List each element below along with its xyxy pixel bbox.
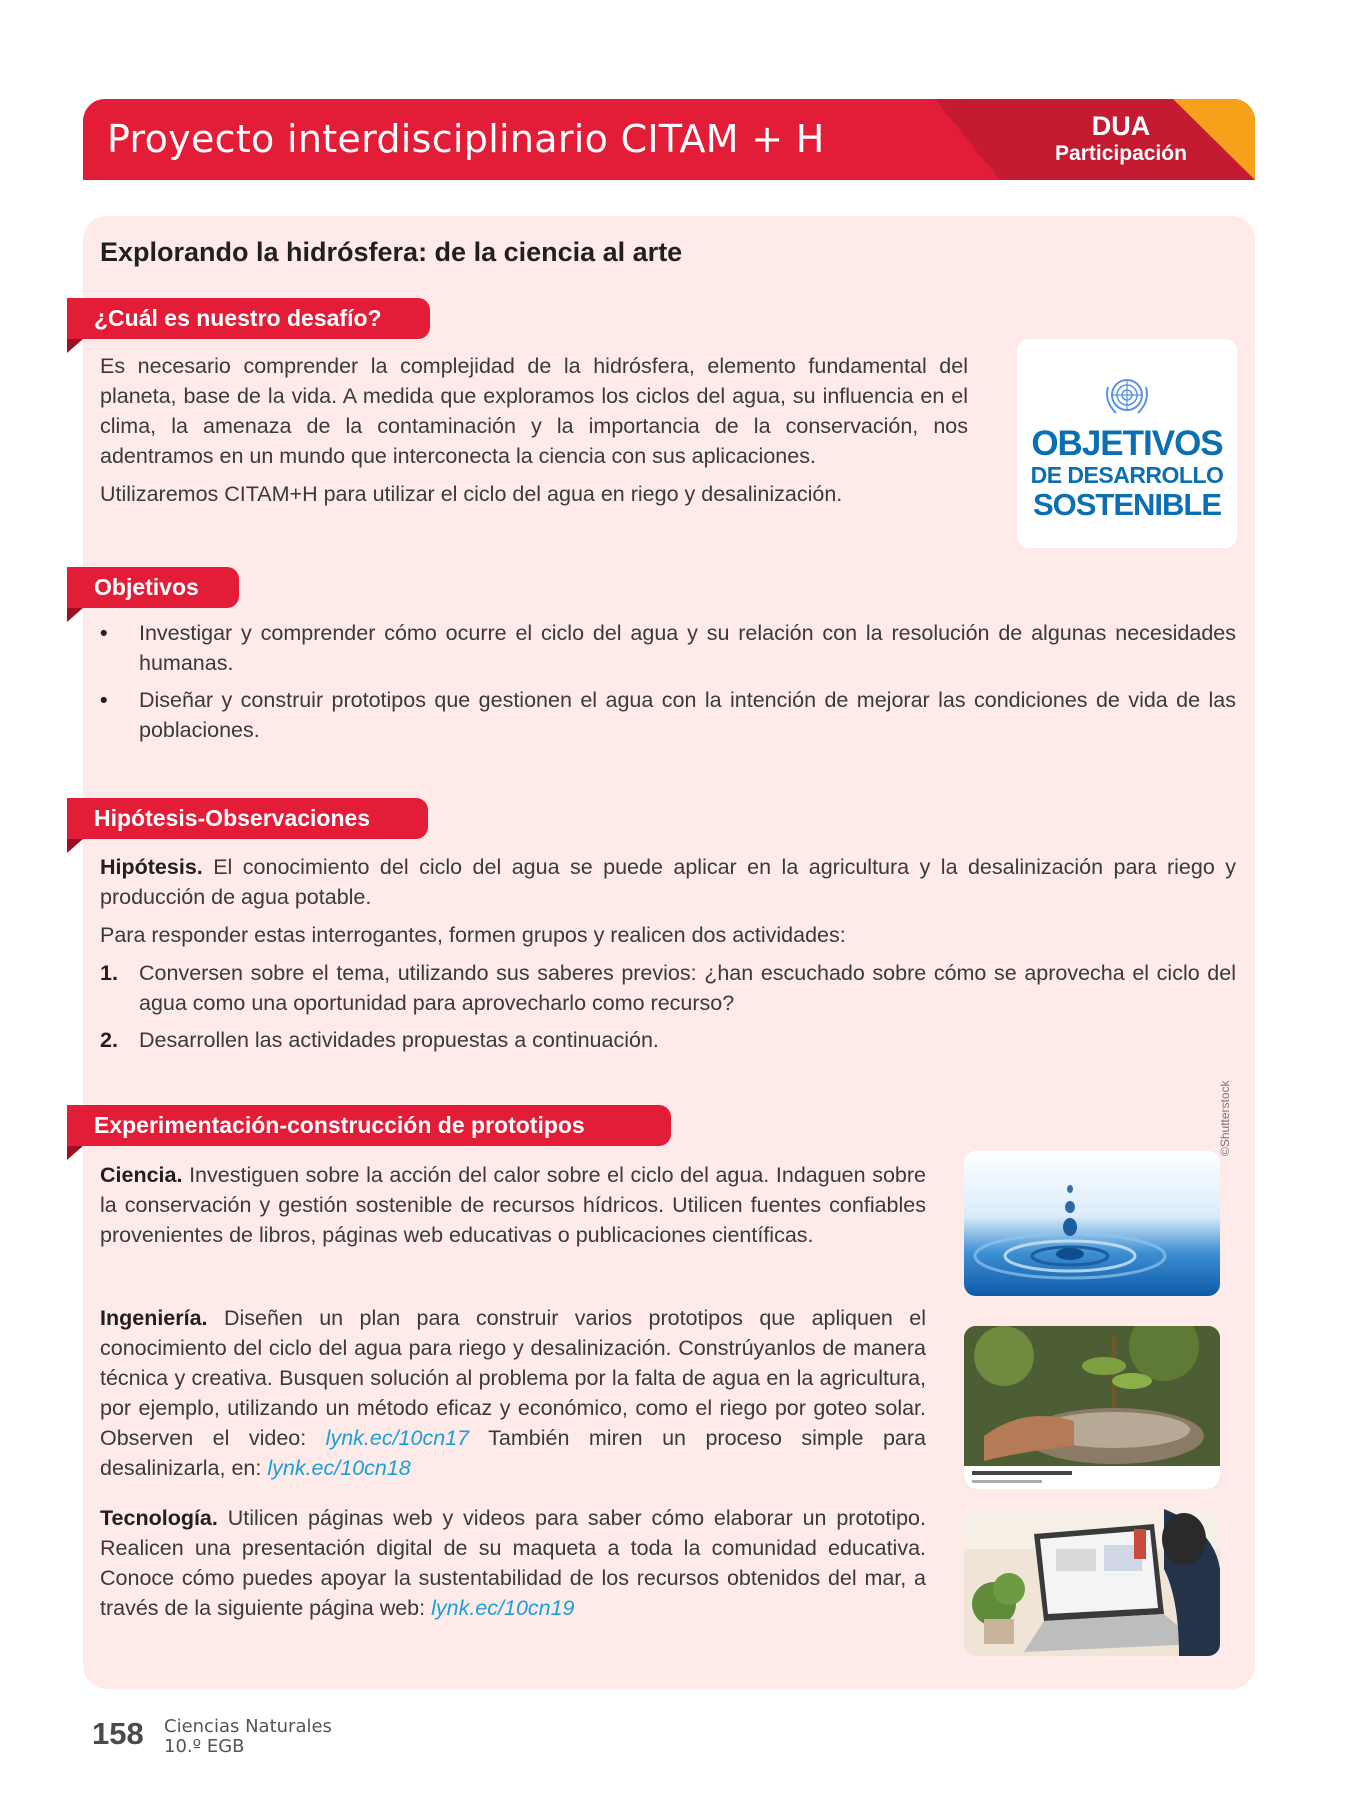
sdg-logo-card bbox=[1017, 339, 1237, 548]
tecnologia-label: Tecnología. bbox=[100, 1506, 218, 1530]
step-text: Desarrollen las actividades propuestas a continuación. bbox=[139, 1028, 659, 1052]
page-title: Proyecto interdisciplinario CITAM + H bbox=[107, 117, 825, 161]
objetivo-text: Diseñar y construir prototipos que gestionen el agua con la intención de mejorar las condiciones de vida de las poblaciones. bbox=[139, 688, 1236, 742]
video-link-1[interactable]: lynk.ec/10cn17 bbox=[325, 1426, 470, 1450]
tecnologia-body: Utilicen páginas web y videos para saber cómo elaborar un prototipo. Realicen una presentación digital de su maqueta a toda la comunidad educativa. Conoce cómo puedes apoyar la sustentabilidad de los recursos obtenidos del mar, a través de la siguiente página web: bbox=[100, 1506, 926, 1620]
ingenieria-label: Ingeniería. bbox=[100, 1306, 208, 1330]
ingenieria-body-b: También miren un proceso simple para desalinizarla, en: bbox=[100, 1426, 926, 1480]
hipotesis-paragraph bbox=[100, 852, 1236, 912]
hipotesis-label: Hipótesis. bbox=[100, 855, 203, 879]
sdg-line-2: DE DESARROLLO bbox=[1030, 462, 1224, 488]
heading-hipotesis: Hipótesis-Observaciones bbox=[67, 798, 428, 839]
ciencia-label: Ciencia. bbox=[100, 1163, 183, 1187]
video-link-2[interactable]: lynk.ec/10cn18 bbox=[267, 1456, 411, 1480]
dua-sub-label: Participación bbox=[1055, 142, 1187, 165]
step-number: 1. bbox=[100, 961, 118, 985]
objetivo-text: Investigar y comprender cómo ocurre el ciclo del agua y su relación con la resolución de algunas necesidades humanas. bbox=[139, 621, 1236, 675]
page-number: 158 bbox=[92, 1716, 144, 1751]
grade-level: 10.º EGB bbox=[164, 1736, 245, 1757]
photo-credit: ©Shutterstock bbox=[1218, 1080, 1232, 1156]
list-item bbox=[100, 1025, 1236, 1055]
sdg-line-1: OBJETIVOS bbox=[1031, 424, 1223, 463]
actividades-list bbox=[100, 958, 1236, 1062]
dua-label: DUA bbox=[1091, 111, 1151, 141]
heading-desafio: ¿Cuál es nuestro desafío? bbox=[67, 298, 430, 339]
bullet: • bbox=[100, 621, 108, 645]
sdg-line-3: SOSTENIBLE bbox=[1032, 487, 1222, 522]
desafio-paragraph-2: Utilizaremos CITAM+H para utilizar el ciclo del agua en riego y desalinización. bbox=[100, 482, 843, 506]
water-drop-photo bbox=[964, 1151, 1220, 1296]
hipotesis-body: El conocimiento del ciclo del agua se puede aplicar en la agricultura y la desalinización para riego y producción de agua potable. bbox=[100, 855, 1236, 909]
subject-name: Ciencias Naturales bbox=[164, 1716, 332, 1737]
step-text: Conversen sobre el tema, utilizando sus saberes previos: ¿han escuchado sobre cómo se aprovecha el ciclo del agua como una oportunidad para aprovecharlo como recurso? bbox=[139, 961, 1236, 1015]
water-drop-image bbox=[964, 1151, 1220, 1296]
list-item bbox=[100, 685, 1236, 745]
laptop-image bbox=[964, 1509, 1220, 1656]
ciencia-body: Investiguen sobre la acción del calor sobre el ciclo del agua. Indaguen sobre la conservación y gestión sostenible de recursos hídricos. Utilicen fuentes confiables provenientes de libros, páginas web educativas o publicaciones científicas. bbox=[100, 1163, 926, 1247]
objetivos-list bbox=[100, 618, 1236, 752]
dua-badge bbox=[996, 111, 1246, 167]
list-item bbox=[100, 618, 1236, 678]
ingenieria-text bbox=[100, 1303, 926, 1491]
list-item bbox=[100, 958, 1236, 1018]
ingenieria-body-a: Diseñen un plan para construir varios prototipos que apliquen el conocimiento del ciclo del agua para riego y desalinización. Constrúyanlos de manera técnica y creativa. Busquen solución al problema por la falta de agua en la agricultura, por ejemplo, utilizando un método eficaz y económico, como el riego por goteo solar. Observen el video: bbox=[100, 1306, 926, 1450]
ingenieria-paragraph bbox=[100, 1303, 926, 1483]
section-main-title: Explorando la hidrósfera: de la ciencia al arte bbox=[100, 237, 683, 267]
un-emblem-icon bbox=[1102, 375, 1152, 419]
desafio-paragraph-1: Es necesario comprender la complejidad de la hidrósfera, elemento fundamental del planeta, base de la vida. A medida que exploramos los ciclos del agua, su influencia en el clima, la amenaza de la contaminación y la importancia de la conservación, nos adentramos en un mundo que interconecta la ciencia con sus aplicaciones. bbox=[100, 354, 968, 468]
laptop-photo bbox=[964, 1509, 1220, 1656]
hipotesis-intro: Para responder estas interrogantes, formen grupos y realicen dos actividades: bbox=[100, 923, 846, 947]
step-number: 2. bbox=[100, 1028, 118, 1052]
hipotesis-text bbox=[100, 852, 1236, 958]
desafio-text bbox=[100, 351, 968, 517]
header-banner bbox=[83, 99, 1255, 180]
heading-experimentacion: Experimentación-construcción de prototipos bbox=[67, 1105, 671, 1146]
web-link[interactable]: lynk.ec/10cn19 bbox=[431, 1596, 575, 1620]
tecnologia-paragraph bbox=[100, 1503, 926, 1623]
heading-objetivos: Objetivos bbox=[67, 567, 239, 608]
footer-subject bbox=[164, 1717, 332, 1757]
bullet: • bbox=[100, 688, 108, 712]
ciencia-text bbox=[100, 1160, 926, 1258]
tecnologia-text bbox=[100, 1503, 926, 1631]
ciencia-paragraph bbox=[100, 1160, 926, 1250]
plant-prototype-photo bbox=[964, 1326, 1220, 1489]
plant-prototype-image bbox=[964, 1326, 1220, 1489]
